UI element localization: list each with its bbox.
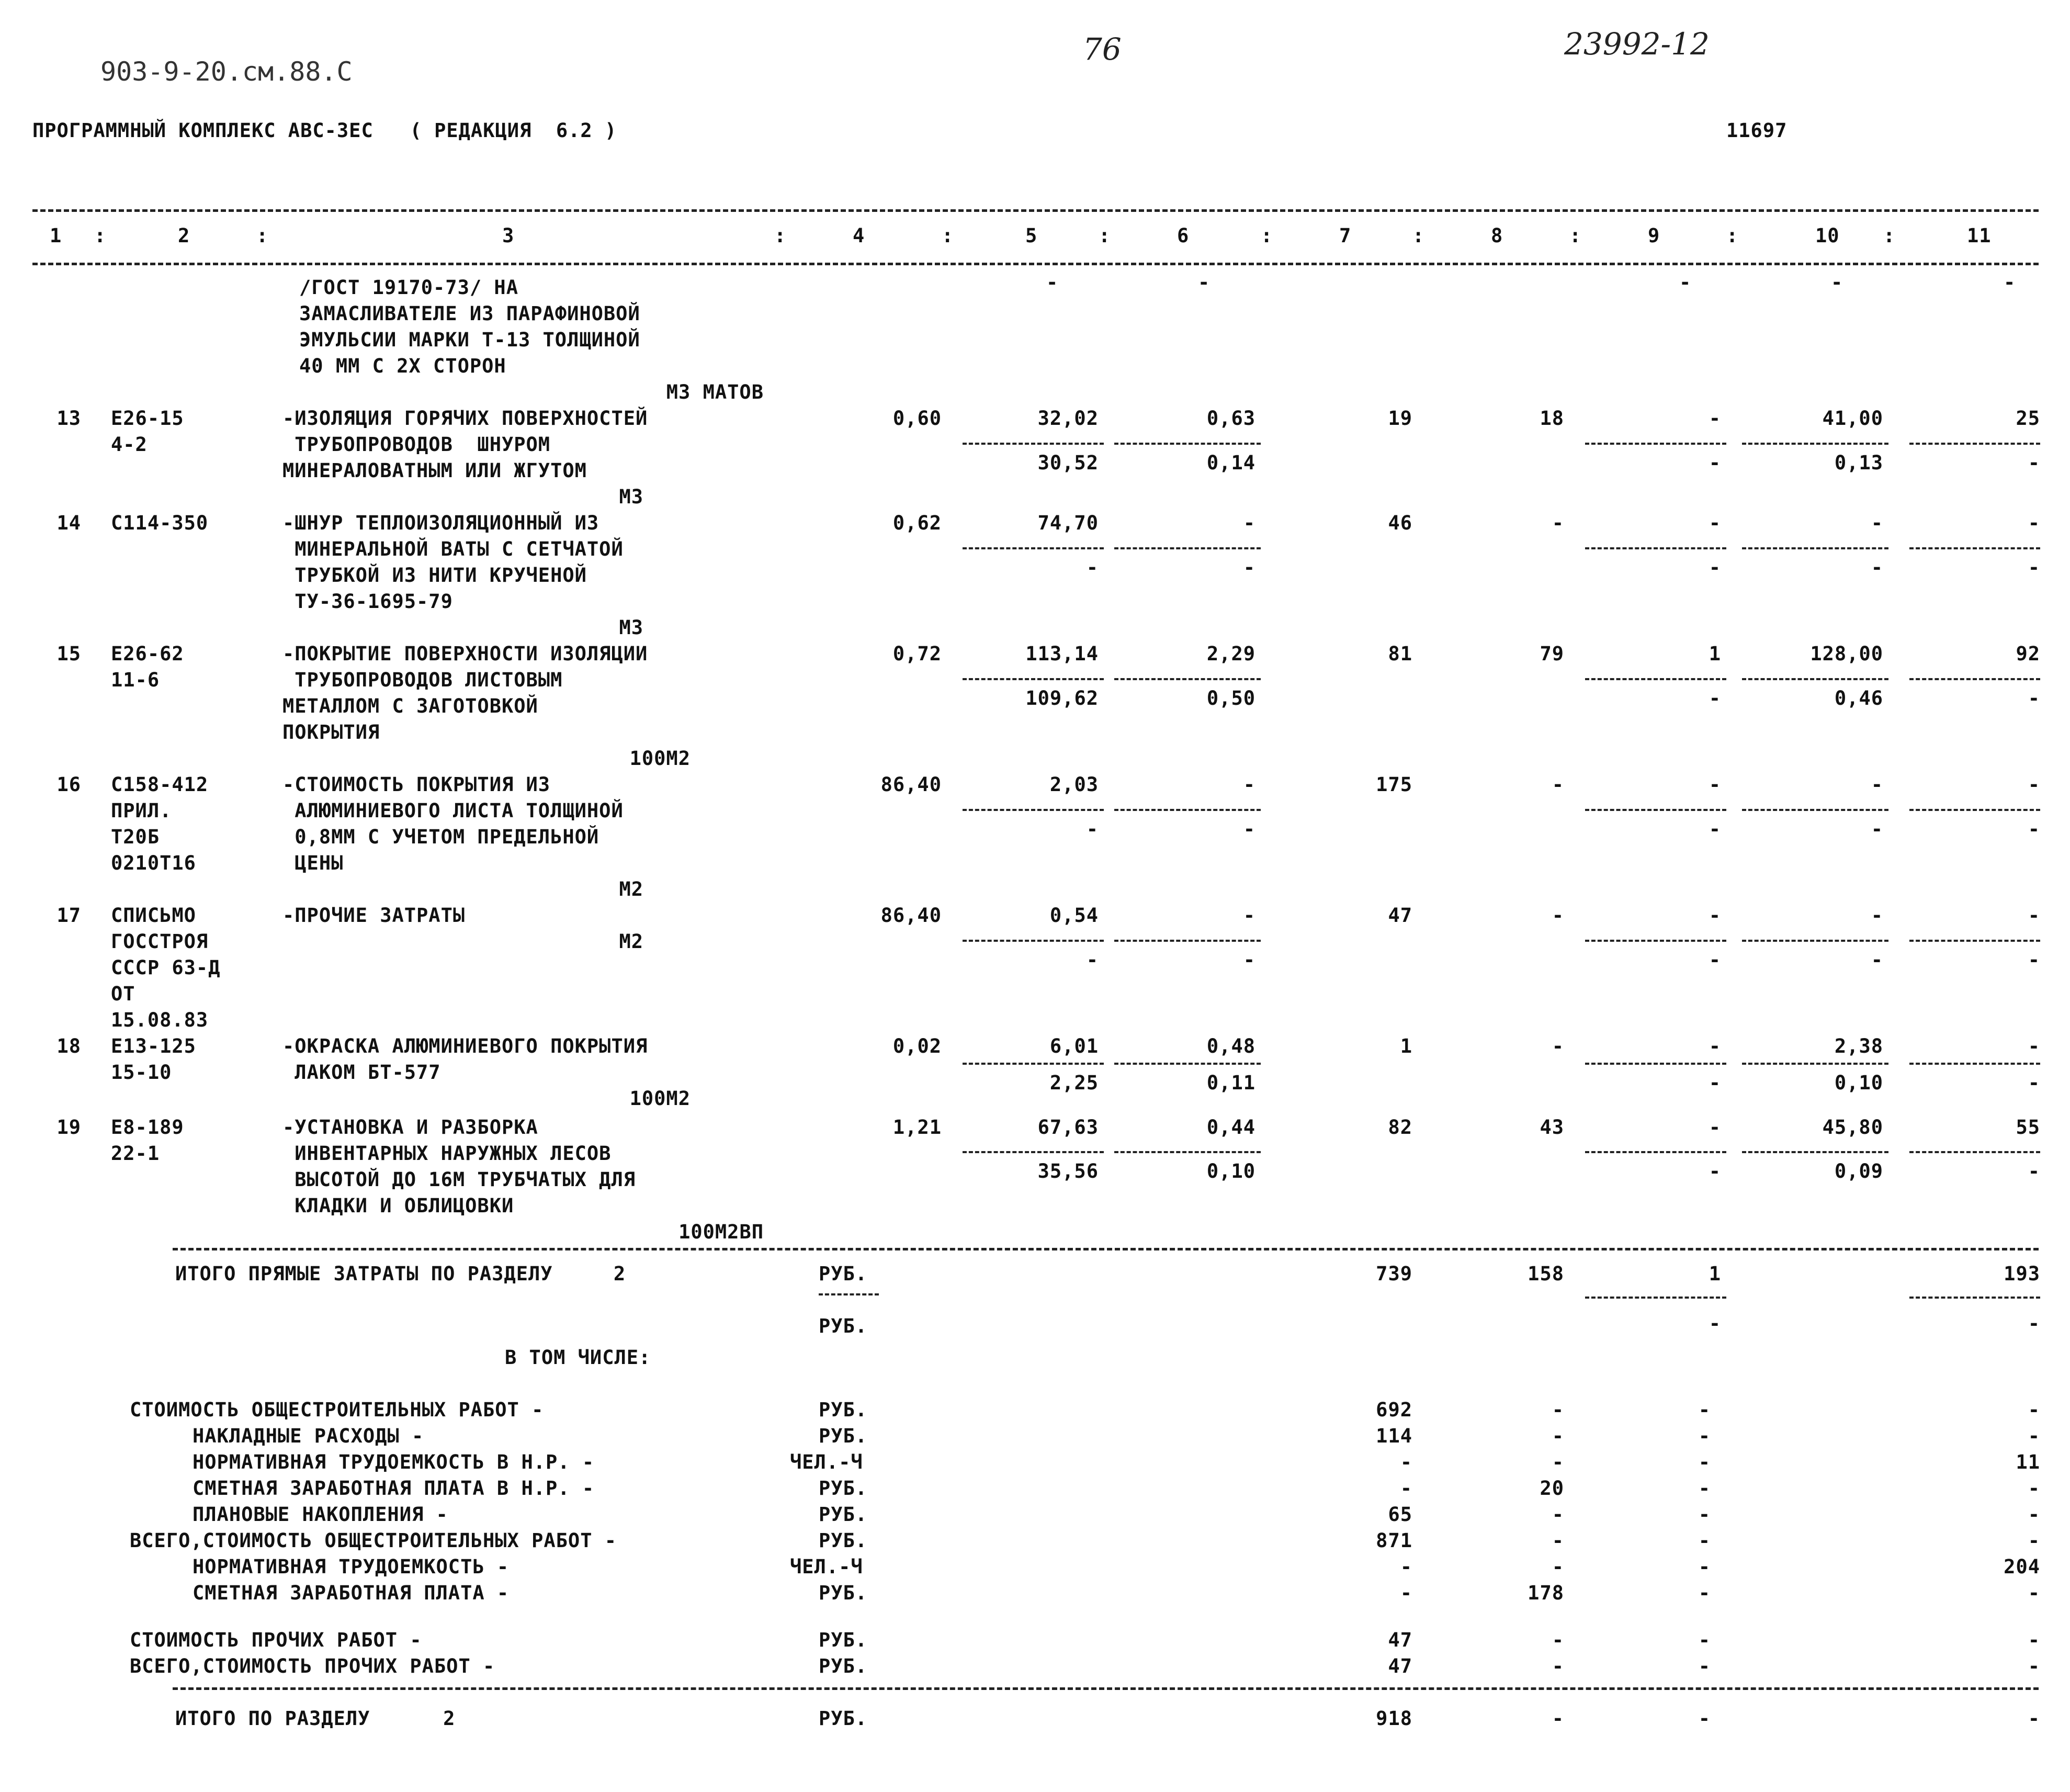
cell-c5: 67,63	[1037, 1116, 1099, 1139]
summary-unit: РУБ.	[819, 1399, 868, 1421]
cell-c9: -	[1709, 1116, 1721, 1139]
row-description: -ПРОЧИЕ ЗАТРАТЫ	[282, 904, 466, 927]
cell-divider	[1909, 678, 2040, 680]
row-description: -ШНУР ТЕПЛОИЗОЛЯЦИОННЫЙ ИЗ МИНЕРАЛЬНОЙ ВАТЫ С СЕТЧАТОЙ ТРУБКОЙ ИЗ НИТИ КРУЧЕНОЙ ТУ-36-1695-79	[282, 512, 624, 613]
cell-divider	[1909, 1063, 2040, 1065]
cell-c8: 18	[1540, 407, 1564, 430]
cell-c5: 74,70	[1037, 512, 1099, 534]
continuation-text: ЭМУЛЬСИИ МАРКИ Т-13 ТОЛЩИНОЙ	[299, 329, 640, 351]
cell-c4: 0,72	[892, 643, 942, 665]
cell-divider	[1114, 809, 1261, 811]
summary-c8: -	[1552, 1503, 1564, 1526]
other-c9: -	[1698, 1655, 1711, 1677]
section-total-label: ИТОГО ПО РАЗДЕЛУ 2	[175, 1707, 456, 1730]
other-unit: РУБ.	[819, 1655, 868, 1677]
cell-c6: 0,48	[1206, 1035, 1255, 1057]
summary-c9: -	[1698, 1477, 1711, 1500]
section-total-c9: -	[1698, 1707, 1711, 1730]
row-code: Е8-189 22-1	[111, 1116, 184, 1165]
cell-dash: -	[1831, 271, 1843, 294]
cell-c4: 0,62	[892, 512, 942, 534]
cell-c9b: -	[1709, 1160, 1721, 1182]
row-unit: 100М2	[629, 1087, 691, 1110]
cell-c8: -	[1552, 1035, 1564, 1057]
summary-label: ПЛАНОВЫЕ НАКОПЛЕНИЯ -	[193, 1503, 448, 1526]
section-total-c7: 918	[1376, 1707, 1412, 1730]
cell-c8: 79	[1540, 643, 1564, 665]
row-code: С114-350	[111, 512, 209, 534]
cell-dash: -	[1046, 271, 1059, 294]
cell-c5: 6,01	[1049, 1035, 1099, 1057]
cell-divider	[1742, 547, 1888, 549]
cell-c10: -	[1871, 773, 1883, 796]
cell-dash: -	[1198, 271, 1211, 294]
summary-unit: ЧЕЛ.-Ч	[790, 1451, 863, 1473]
summary-c8: 20	[1540, 1477, 1564, 1500]
cell-c6b: 0,14	[1206, 452, 1255, 474]
cell-divider	[1742, 809, 1888, 811]
direct-cost-c8: 158	[1528, 1263, 1564, 1285]
cell-c9b: -	[1709, 818, 1721, 840]
cell-divider	[1585, 547, 1726, 549]
section-total-c8: -	[1552, 1707, 1564, 1730]
summary-c7: 65	[1388, 1503, 1412, 1526]
row-code: СПИСЬМО ГОССТРОЯ СССР 63-Д ОТ 15.08.83	[111, 904, 221, 1031]
cell-c9: -	[1709, 904, 1721, 927]
cell-c5b: -	[1086, 949, 1099, 971]
cell-divider	[1909, 1151, 2040, 1153]
continuation-text: /ГОСТ 19170-73/ НА	[299, 276, 518, 299]
including-label: В ТОМ ЧИСЛЕ:	[505, 1346, 651, 1369]
cell-c8: -	[1552, 904, 1564, 927]
column-separator: :	[1261, 224, 1273, 247]
column-separator: :	[1099, 224, 1111, 247]
unit-label: М3 МАТОВ	[666, 381, 764, 403]
row-code: Е26-62 11-6	[111, 643, 184, 691]
summary-c11: -	[2028, 1529, 2040, 1552]
cell-c10b: 0,09	[1834, 1160, 1883, 1182]
summary-c9: -	[1698, 1529, 1711, 1552]
other-label: СТОИМОСТЬ ПРОЧИХ РАБОТ -	[130, 1629, 422, 1651]
cell-c11: -	[2028, 1035, 2040, 1057]
row-unit: М2	[619, 878, 643, 900]
column-separator: :	[1883, 224, 1896, 247]
cell-c9: -	[1709, 1035, 1721, 1057]
column-header-1: 1	[50, 224, 62, 247]
summary-unit: РУБ.	[819, 1529, 868, 1552]
section-total-rule	[173, 1687, 2039, 1690]
row-unit: М2	[619, 930, 643, 953]
cell-c6b: -	[1243, 949, 1255, 971]
cell-c11b: -	[2028, 1160, 2040, 1182]
cell-c11: -	[2028, 773, 2040, 796]
cell-c11: -	[2028, 512, 2040, 534]
other-c11: -	[2028, 1629, 2040, 1651]
summary-c7: -	[1400, 1451, 1412, 1473]
cell-divider	[1114, 940, 1261, 942]
cell-c11b: -	[2028, 452, 2040, 474]
column-header-6: 6	[1177, 224, 1190, 247]
column-separator: :	[1726, 224, 1739, 247]
summary-c7: -	[1400, 1477, 1412, 1500]
summary-label: СТОИМОСТЬ ОБЩЕСТРОИТЕЛЬНЫХ РАБОТ -	[130, 1399, 544, 1421]
cell-divider	[1114, 547, 1261, 549]
other-c8: -	[1552, 1629, 1564, 1651]
cell-c7: 1	[1400, 1035, 1412, 1057]
cell-c11b: -	[2028, 687, 2040, 709]
cell-c11b: -	[2028, 556, 2040, 579]
summary-label: ВСЕГО,СТОИМОСТЬ ОБЩЕСТРОИТЕЛЬНЫХ РАБОТ -	[130, 1529, 617, 1552]
summary-c9: -	[1698, 1582, 1711, 1604]
cell-c10b: -	[1871, 556, 1883, 579]
summary-c7: 871	[1376, 1529, 1412, 1552]
cell-divider	[1585, 809, 1726, 811]
cell-c5b: -	[1086, 556, 1099, 579]
cell-c9b: -	[1709, 949, 1721, 971]
cell-divider	[963, 1063, 1104, 1065]
summary-c7: -	[1400, 1556, 1412, 1578]
summary-c9: -	[1698, 1503, 1711, 1526]
cell-c10b: 0,13	[1834, 452, 1883, 474]
row-code: Е26-15 4-2	[111, 407, 184, 456]
row-number: 14	[56, 512, 81, 534]
other-unit: РУБ.	[819, 1629, 868, 1651]
cell-divider	[1742, 940, 1888, 942]
summary-c11: -	[2028, 1477, 2040, 1500]
cell-c8: 43	[1540, 1116, 1564, 1139]
other-label: ВСЕГО,СТОИМОСТЬ ПРОЧИХ РАБОТ -	[130, 1655, 495, 1677]
cell-divider	[1114, 1063, 1261, 1065]
cell-divider	[1114, 443, 1261, 445]
cell-c6: 0,44	[1206, 1116, 1255, 1139]
cell-c5b: 109,62	[1025, 687, 1099, 709]
cell-c10b: 0,10	[1834, 1072, 1883, 1094]
summary-c8: -	[1552, 1425, 1564, 1447]
row-unit: 100М2ВП	[678, 1221, 764, 1243]
summary-c11: 204	[2004, 1556, 2040, 1578]
summary-c7: 692	[1376, 1399, 1412, 1421]
direct-cost-c11b: -	[2028, 1312, 2040, 1335]
cell-c6: 2,29	[1206, 643, 1255, 665]
cell-divider	[1585, 1151, 1726, 1153]
summary-c11: -	[2028, 1399, 2040, 1421]
other-c7: 47	[1388, 1629, 1412, 1651]
column-header-11: 11	[1967, 224, 1992, 247]
row-description: -ПОКРЫТИЕ ПОВЕРХНОСТИ ИЗОЛЯЦИИ ТРУБОПРОВОДОВ ЛИСТОВЫМ МЕТАЛЛОМ С ЗАГОТОВКОЙ ПОКРЫТИЯ	[282, 643, 648, 743]
column-separator: :	[256, 224, 269, 247]
cell-divider	[1742, 1063, 1888, 1065]
section-total-c11: -	[2028, 1707, 2040, 1730]
cell-c7: 46	[1388, 512, 1412, 534]
row-description: -ОКРАСКА АЛЮМИНИЕВОГО ПОКРЫТИЯ ЛАКОМ БТ-577	[282, 1035, 648, 1084]
cell-c11b: -	[2028, 1072, 2040, 1094]
cell-c4: 0,60	[892, 407, 942, 430]
cell-divider	[963, 940, 1104, 942]
cell-c10b: -	[1871, 949, 1883, 971]
continuation-text: ЗАМАСЛИВАТЕЛЕ ИЗ ПАРАФИНОВОЙ	[299, 302, 640, 325]
cell-c6b: 0,50	[1206, 687, 1255, 709]
cell-c7: 175	[1376, 773, 1412, 796]
direct-cost-unit: РУБ.	[819, 1263, 868, 1285]
cell-c9: -	[1709, 773, 1721, 796]
summary-unit: РУБ.	[819, 1503, 868, 1526]
cell-c7: 19	[1388, 407, 1412, 430]
summary-unit: РУБ.	[819, 1582, 868, 1604]
cell-c10b: 0,46	[1834, 687, 1883, 709]
cell-c9b: -	[1709, 556, 1721, 579]
table-top-rule	[32, 209, 2039, 212]
cell-c6: -	[1243, 904, 1255, 927]
column-header-2: 2	[178, 224, 190, 247]
direct-cost-c11: 193	[2004, 1263, 2040, 1285]
row-code: Е13-125 15-10	[111, 1035, 196, 1084]
cell-c5b: -	[1086, 818, 1099, 840]
summary-c8: -	[1552, 1556, 1564, 1578]
summary-c9: -	[1698, 1556, 1711, 1578]
summary-unit: РУБ.	[819, 1425, 868, 1447]
cell-divider	[963, 809, 1104, 811]
cell-c11b: -	[2028, 949, 2040, 971]
continuation-text: 40 ММ С 2Х СТОРОН	[299, 355, 506, 377]
program-title: ПРОГРАММНЫЙ КОМПЛЕКС АВС-ЗЕС ( РЕДАКЦИЯ 6.2 )	[32, 119, 617, 142]
cell-divider	[1114, 1151, 1261, 1153]
summary-c8: -	[1552, 1451, 1564, 1473]
column-header-5: 5	[1025, 224, 1038, 247]
column-header-3: 3	[502, 224, 515, 247]
sheet-id: 11697	[1726, 119, 1788, 142]
cell-c7: 81	[1388, 643, 1412, 665]
cell-divider	[963, 1151, 1104, 1153]
cell-c6b: -	[1243, 818, 1255, 840]
cell-c9b: -	[1709, 687, 1721, 709]
row-number: 13	[56, 407, 81, 430]
direct-cost-c9b: -	[1709, 1312, 1721, 1335]
other-c11: -	[2028, 1655, 2040, 1677]
cell-c11: 25	[2016, 407, 2040, 430]
direct-cost-c7: 739	[1376, 1263, 1412, 1285]
cell-c9b: -	[1709, 1072, 1721, 1094]
cell-divider	[1909, 1297, 2040, 1299]
cell-c9: -	[1709, 512, 1721, 534]
column-separator: :	[774, 224, 787, 247]
totals-top-rule	[173, 1248, 2039, 1250]
cell-c6b: 0,11	[1206, 1072, 1255, 1094]
cell-c11: 55	[2016, 1116, 2040, 1139]
section-total-unit: РУБ.	[819, 1707, 868, 1730]
row-number: 17	[56, 904, 81, 927]
row-description: -ИЗОЛЯЦИЯ ГОРЯЧИХ ПОВЕРХНОСТЕЙ ТРУБОПРОВОДОВ ШНУРОМ МИНЕРАЛОВАТНЫМ ИЛИ ЖГУТОМ	[282, 407, 648, 482]
unit-underline	[819, 1293, 879, 1295]
cell-divider	[1909, 809, 2040, 811]
cell-c8: -	[1552, 773, 1564, 796]
summary-label: СМЕТНАЯ ЗАРАБОТНАЯ ПЛАТА -	[193, 1582, 510, 1604]
summary-c8: -	[1552, 1529, 1564, 1552]
summary-label: НОРМАТИВНАЯ ТРУДОЕМКОСТЬ В Н.Р. -	[193, 1451, 595, 1473]
other-c7: 47	[1388, 1655, 1412, 1677]
cell-divider	[1585, 940, 1726, 942]
table-header-rule	[32, 263, 2039, 265]
cell-c10b: -	[1871, 818, 1883, 840]
cell-c9b: -	[1709, 452, 1721, 474]
cell-c6: 0,63	[1206, 407, 1255, 430]
cell-divider	[963, 678, 1104, 680]
cell-c11: 92	[2016, 643, 2040, 665]
summary-label: НАКЛАДНЫЕ РАСХОДЫ -	[193, 1425, 424, 1447]
column-header-10: 10	[1815, 224, 1840, 247]
cell-c8: -	[1552, 512, 1564, 534]
other-c8: -	[1552, 1655, 1564, 1677]
cell-divider	[1585, 1297, 1726, 1299]
cell-c10: 128,00	[1810, 643, 1883, 665]
direct-cost-label: ИТОГО ПРЯМЫЕ ЗАТРАТЫ ПО РАЗДЕЛУ 2	[175, 1263, 626, 1285]
summary-unit: ЧЕЛ.-Ч	[790, 1556, 863, 1578]
row-description: -СТОИМОСТЬ ПОКРЫТИЯ ИЗ АЛЮМИНИЕВОГО ЛИСТА ТОЛЩИНОЙ 0,8ММ С УЧЕТОМ ПРЕДЕЛЬНОЙ ЦЕНЫ	[282, 773, 624, 874]
summary-c7: 114	[1376, 1425, 1412, 1447]
column-separator: :	[1569, 224, 1582, 247]
row-number: 15	[56, 643, 81, 665]
cell-c6b: -	[1243, 556, 1255, 579]
row-number: 16	[56, 773, 81, 796]
cell-divider	[1909, 940, 2040, 942]
cell-c11: -	[2028, 904, 2040, 927]
summary-c11: 11	[2016, 1451, 2040, 1473]
cell-c5b: 2,25	[1049, 1072, 1099, 1094]
cell-divider	[1909, 547, 2040, 549]
cell-c6b: 0,10	[1206, 1160, 1255, 1182]
summary-label: НОРМАТИВНАЯ ТРУДОЕМКОСТЬ -	[193, 1556, 510, 1578]
cell-c5: 32,02	[1037, 407, 1099, 430]
row-unit: 100М2	[629, 747, 691, 770]
cell-divider	[963, 547, 1104, 549]
summary-c11: -	[2028, 1582, 2040, 1604]
cell-c4: 86,40	[880, 904, 942, 927]
summary-c11: -	[2028, 1503, 2040, 1526]
summary-c8: -	[1552, 1399, 1564, 1421]
page-number: 76	[1083, 31, 1122, 67]
cell-c5: 2,03	[1049, 773, 1099, 796]
cell-c5b: 30,52	[1037, 452, 1099, 474]
document-code: 903-9-20.см.88.С	[100, 57, 353, 87]
cell-c10: 45,80	[1822, 1116, 1883, 1139]
summary-c9: -	[1698, 1451, 1711, 1473]
summary-c9: -	[1698, 1425, 1711, 1447]
cell-c6: -	[1243, 512, 1255, 534]
cell-divider	[963, 443, 1104, 445]
cell-c7: 47	[1388, 904, 1412, 927]
cell-c4: 1,21	[892, 1116, 942, 1139]
cell-c5b: 35,56	[1037, 1160, 1099, 1182]
row-unit: М3	[619, 616, 643, 639]
summary-c11: -	[2028, 1425, 2040, 1447]
cell-divider	[1585, 443, 1726, 445]
row-code: С158-412 ПРИЛ. Т20Б 0210Т16	[111, 773, 209, 874]
row-description: -УСТАНОВКА И РАЗБОРКА ИНВЕНТАРНЫХ НАРУЖНЫХ ЛЕСОВ ВЫСОТОЙ ДО 16М ТРУБЧАТЫХ ДЛЯ КЛАДКИ И ОБЛИЦОВКИ	[282, 1116, 636, 1217]
direct-cost-unit-2: РУБ.	[819, 1315, 868, 1337]
cell-divider	[1585, 678, 1726, 680]
row-number: 18	[56, 1035, 81, 1057]
cell-divider	[1114, 678, 1261, 680]
cell-c10: -	[1871, 512, 1883, 534]
cell-c6: -	[1243, 773, 1255, 796]
cell-divider	[1585, 1063, 1726, 1065]
cell-c5: 113,14	[1025, 643, 1099, 665]
cell-divider	[1742, 678, 1888, 680]
column-header-9: 9	[1648, 224, 1660, 247]
cell-dash: -	[1679, 271, 1692, 294]
column-header-7: 7	[1339, 224, 1352, 247]
direct-cost-c9: 1	[1709, 1263, 1721, 1285]
cell-c7: 82	[1388, 1116, 1412, 1139]
summary-c8: 178	[1528, 1582, 1564, 1604]
cell-c4: 86,40	[880, 773, 942, 796]
cell-c11b: -	[2028, 818, 2040, 840]
summary-label: СМЕТНАЯ ЗАРАБОТНАЯ ПЛАТА В Н.Р. -	[193, 1477, 595, 1500]
archive-number: 23992-12	[1564, 26, 1710, 62]
cell-c9: 1	[1709, 643, 1721, 665]
column-separator: :	[942, 224, 954, 247]
other-c9: -	[1698, 1629, 1711, 1651]
row-number: 19	[56, 1116, 81, 1139]
cell-divider	[1909, 443, 2040, 445]
summary-c7: -	[1400, 1582, 1412, 1604]
cell-divider	[1742, 443, 1888, 445]
cell-c5: 0,54	[1049, 904, 1099, 927]
cell-c10: 2,38	[1834, 1035, 1883, 1057]
column-separator: :	[94, 224, 107, 247]
column-separator: :	[1412, 224, 1425, 247]
summary-unit: РУБ.	[819, 1477, 868, 1500]
column-header-8: 8	[1491, 224, 1503, 247]
cell-c10: 41,00	[1822, 407, 1883, 430]
cell-c9: -	[1709, 407, 1721, 430]
cell-dash: -	[2004, 271, 2016, 294]
row-unit: М3	[619, 486, 643, 508]
column-header-4: 4	[853, 224, 865, 247]
summary-c9: -	[1698, 1399, 1711, 1421]
cell-divider	[1742, 1151, 1888, 1153]
cell-c10: -	[1871, 904, 1883, 927]
cell-c4: 0,02	[892, 1035, 942, 1057]
